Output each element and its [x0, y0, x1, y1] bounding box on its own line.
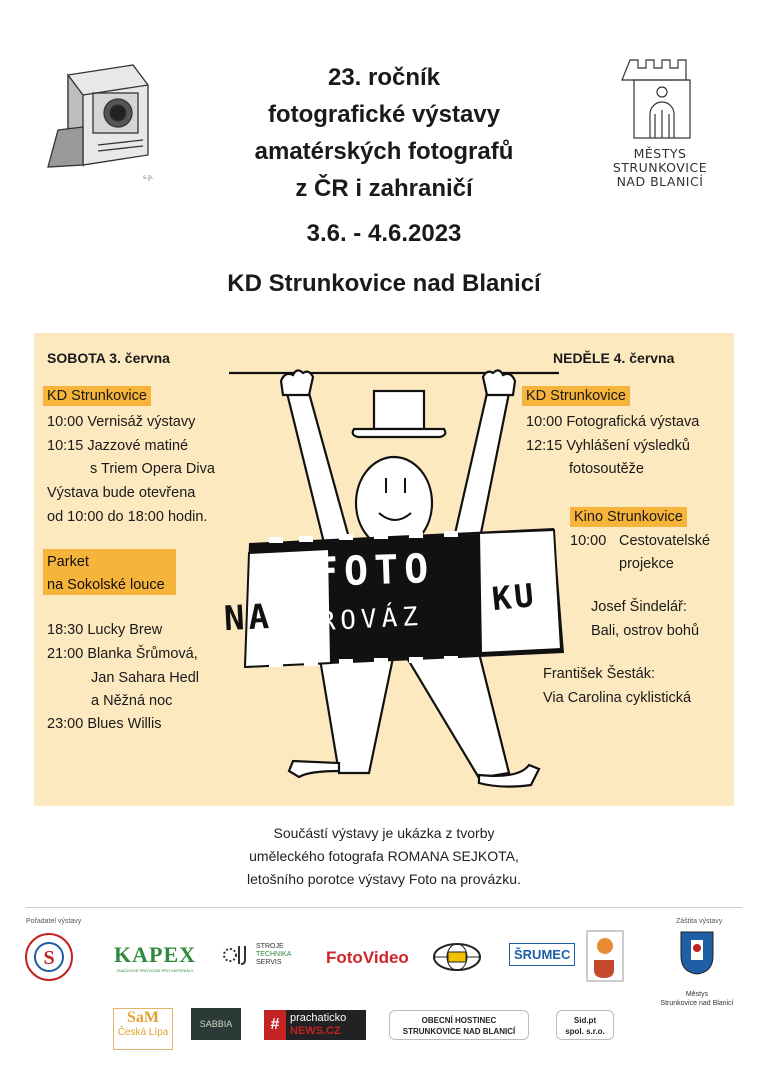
svg-text:s.p.: s.p. [143, 174, 154, 181]
sunday-venue-kino: Kino Strunkovice [570, 507, 687, 527]
restaurant-logo [586, 930, 624, 987]
srumec-logo [509, 943, 575, 966]
hostinec-line-1: OBECNÍ HOSTINEC [421, 1016, 497, 1025]
sunday-cinema-line-1: Cestovatelské [619, 533, 711, 549]
sam-text: SaM [127, 1009, 159, 1026]
globe-logo [432, 942, 482, 977]
time: 10:15 [47, 438, 84, 454]
kapex-logo [114, 942, 196, 973]
saturday-evening-5 [47, 716, 161, 732]
sunday-item-1 [526, 414, 699, 430]
patron-name-1: Městys [685, 991, 709, 998]
strunkovice-crest-logo [679, 930, 715, 981]
title-dates: 3.6. - 4.6.2023 [306, 220, 462, 247]
footer-note [134, 822, 634, 891]
stroje-logo [222, 942, 291, 968]
sam-logo [113, 1008, 173, 1050]
saturday-heading: SOBOTA 3. června [47, 350, 170, 366]
time: 12:15 [526, 438, 563, 454]
divider [26, 907, 742, 908]
crest-line-3: NAD BLANICÍ [616, 174, 704, 189]
stroje-line-1: STROJE [256, 943, 284, 950]
saturday-item-3: s Triem Opera Diva [90, 461, 215, 477]
sunday-heading: NEDĚLE 4. června [553, 350, 675, 366]
film-word-provaz: PROVÁZ [298, 601, 424, 639]
footer-line-1: Součástí výstavy je ukázka z tvorby [273, 825, 495, 841]
event: Blanka Šrůmová, [87, 646, 198, 662]
footer-line-2: uměleckého fotografa ROMANA SEJKOTA, [249, 848, 519, 864]
saturday-item-2 [47, 438, 188, 454]
sunday-venue-kd: KD Strunkovice [522, 386, 630, 406]
hostinec-line-2: STRUNKOVICE NAD BLANICÍ [402, 1027, 516, 1036]
film-word-na: NA [222, 596, 274, 640]
venue-line: na Sokolské louce [47, 577, 165, 593]
footer-line-3: letošního porotce výstavy Foto na provázku. [247, 871, 521, 887]
saturday-note-2: od 10:00 do 18:00 hodin. [47, 509, 208, 525]
patron-name-2: Strunkovice nad Blanicí [660, 1000, 734, 1007]
talk-2-title: Via Carolina cyklistická [543, 690, 692, 706]
stroje-line-2: TECHNIKA [256, 951, 292, 958]
castle-crest [600, 52, 720, 192]
film-word-ku: KU [490, 575, 539, 619]
hostinec-logo [389, 1010, 529, 1040]
talk-1-speaker: Josef Šindelář: [591, 599, 687, 615]
title-line-3: amatérských fotografů [254, 138, 514, 165]
saturday-evening-4: a Něžná noc [91, 693, 173, 709]
saturday-evening-2 [47, 646, 198, 662]
film-word-foto: FOTO [313, 545, 436, 597]
title-venue: KD Strunkovice nad Blanicí [227, 270, 541, 297]
crest-line-1: MĚSTYS [633, 146, 687, 161]
patron-label: Záštita výstavy [676, 918, 723, 925]
kapex-text: KAPEX [114, 942, 196, 967]
time: 10:00 [47, 414, 84, 430]
fotovideo-logo: FotoVideo [326, 948, 409, 967]
time: 23:00 [47, 716, 84, 732]
time: 10:00 [526, 414, 563, 430]
sabbia-logo [191, 1008, 241, 1040]
talk-1-title: Bali, ostrov bohů [591, 623, 700, 639]
saturday-item-1 [47, 414, 195, 430]
event: Fotografická výstava [566, 414, 700, 430]
title-line-2: fotografické výstavy [267, 101, 501, 128]
sid-line-2: spol. s.r.o. [565, 1027, 605, 1036]
crest-line-2: STRUNKOVICE [612, 160, 708, 175]
sunday-item-2 [526, 438, 690, 454]
prachaticko-logo: # prachaticko NEWS.CZ [264, 1010, 366, 1040]
talk-2-speaker: František Šesták: [543, 666, 656, 682]
sunday-cinema-line-2: projekce [619, 556, 674, 572]
prach-line-1: prachaticko [290, 1012, 347, 1024]
title-line-4: z ČR i zahraničí [295, 175, 473, 202]
saturday-venue-parket [43, 549, 176, 595]
svg-text:S: S [43, 947, 55, 969]
sokol-logo [24, 932, 74, 987]
saturday-note-1: Výstava bude otevřena [47, 485, 196, 501]
event: Lucky Brew [87, 622, 163, 638]
sabbia-text: SABBIA [199, 1019, 233, 1029]
stroje-line-3: SERVIS [256, 959, 282, 966]
sid-logo [556, 1010, 614, 1040]
patron-name [650, 990, 744, 1008]
time: 18:30 [47, 622, 84, 638]
organizer-label: Pořadatel výstavy [26, 918, 82, 925]
saturday-evening-1 [47, 622, 162, 638]
event: Vernisáž výstavy [87, 414, 196, 430]
sid-line-1: Sid.pt [573, 1016, 597, 1025]
saturday-venue-kd: KD Strunkovice [43, 386, 151, 406]
camera-illustration [38, 55, 168, 185]
prach-line-2: NEWS.CZ [290, 1025, 341, 1037]
event: Blues Willis [87, 716, 162, 732]
sunday-item-3: fotosoutěže [569, 461, 644, 477]
kapex-subtext: ZNAČKOVÉ PROVOZNÍ PRO MATERIÁLY [116, 968, 194, 973]
saturday-evening-3: Jan Sahara Hedl [91, 670, 200, 686]
time: 21:00 [47, 646, 84, 662]
title-line-1: 23. ročník [327, 64, 441, 91]
sam-city: Česká Lípa [117, 1027, 169, 1038]
srumec-text: ŠRUMEC [514, 947, 571, 962]
event: Vyhlášení výsledků [566, 438, 690, 454]
event: Jazzové matiné [87, 438, 189, 454]
sunday-cinema-time: 10:00 [570, 533, 607, 549]
program-panel [34, 333, 734, 806]
venue-line: Parket [47, 554, 89, 570]
